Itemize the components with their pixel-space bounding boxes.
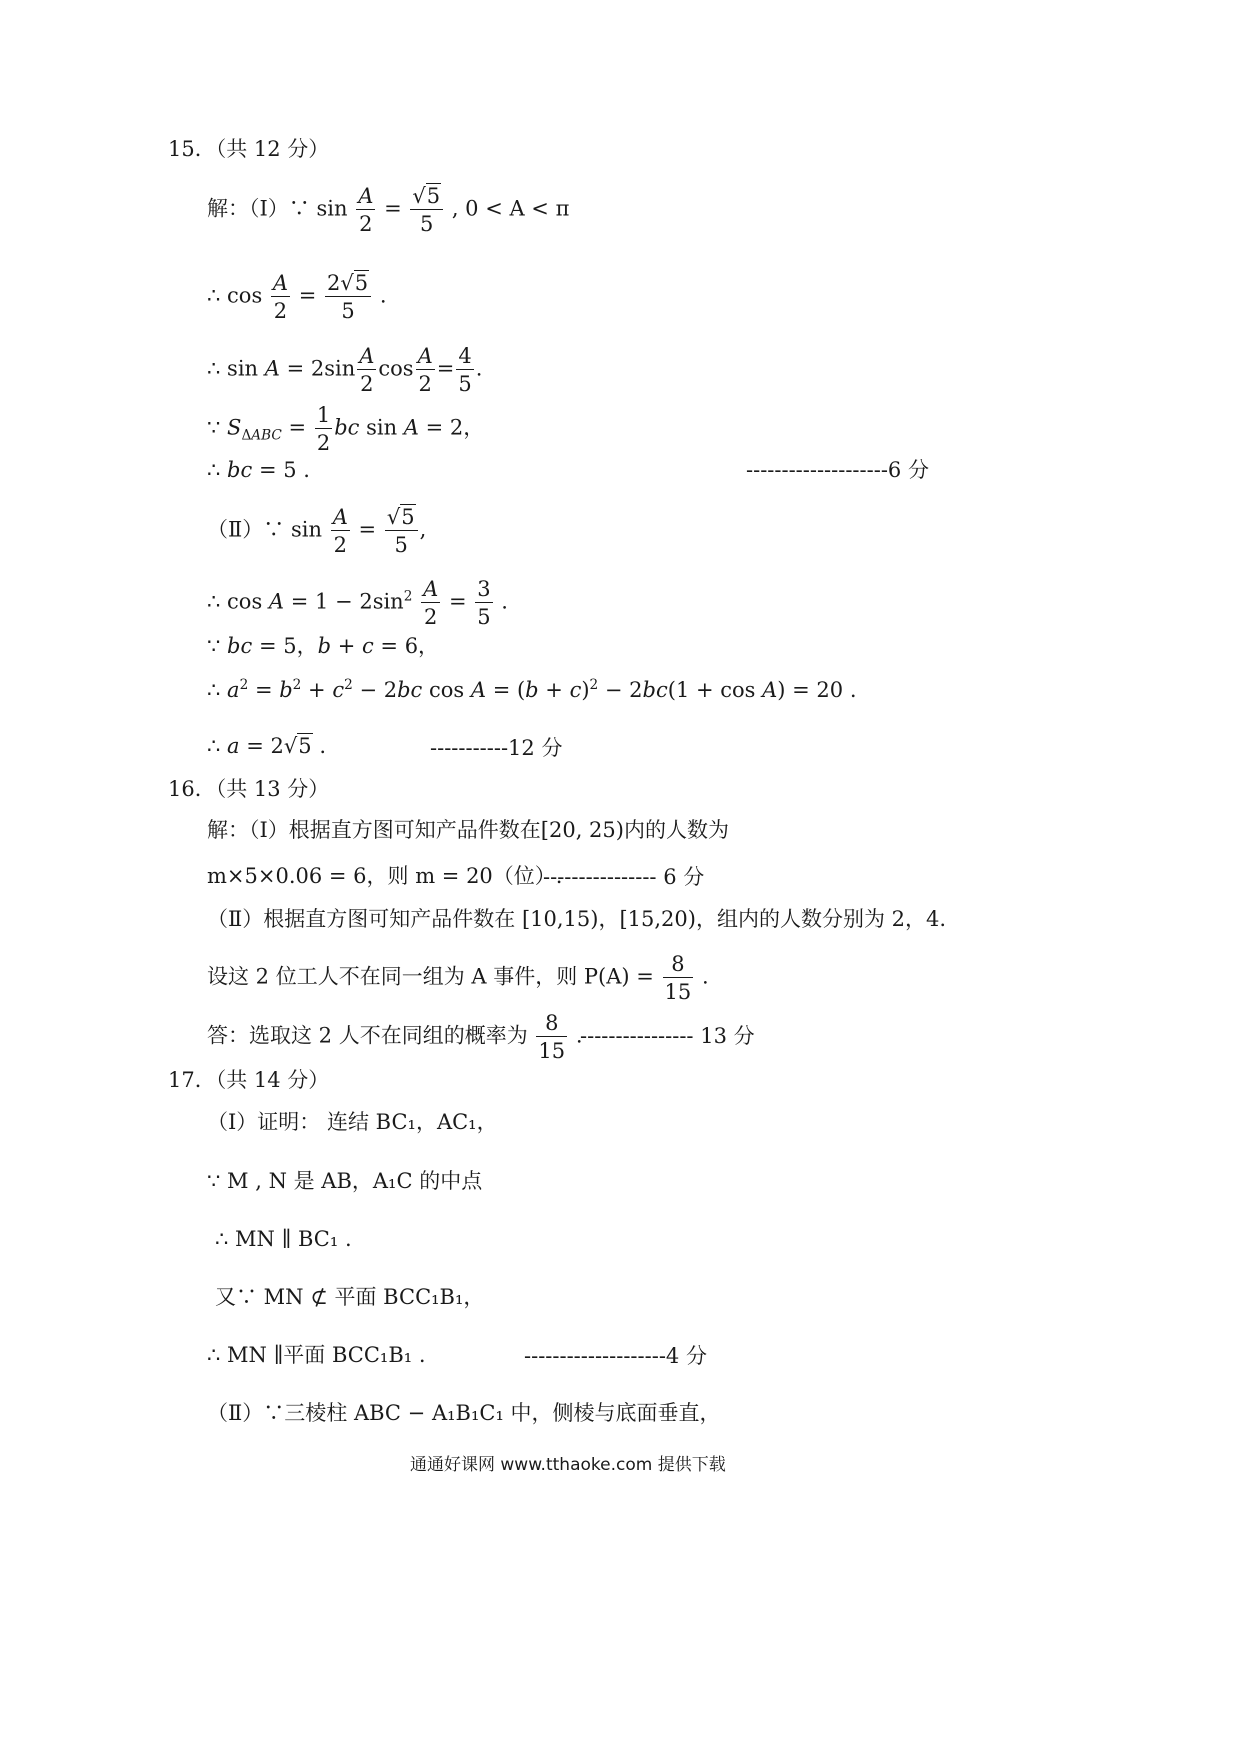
- q15-part1-given: 解：（Ⅰ）∵ sin $\frac{A}{2}$ = $\frac{√5}{5}$ , 0 < A < π: [207, 184, 570, 237]
- q16-score-13: ---------------- 13 分: [580, 1024, 755, 1048]
- q17-header: 17．（共 14 分）: [168, 1068, 330, 1092]
- q15-score-6: --------------------6 分: [746, 458, 929, 482]
- q15-cos-a: ∴ $\cos A = 1 - 2\sin^2$ $\frac{A}{2}$ = $\frac{3}{5}$ .: [207, 577, 508, 630]
- q17-line3: ∴ MN ∥ BC₁ .: [215, 1227, 352, 1251]
- q15-header: 15．（共 12 分）: [168, 137, 330, 161]
- q17-line4: 又∵ MN ⊄ 平面 BCC₁B₁，: [215, 1285, 485, 1309]
- page-footer: 通通好课网 www.tthaoke.com 提供下载: [410, 1455, 726, 1475]
- q15-law-cosines: ∴ $a^2 = b^2 + c^2 - 2bc$ $\cos A = (b + c)^2 - 2bc(1 + \cos A) = 20$ .: [207, 677, 857, 702]
- q15-cos-half-a: ∴ cos $\frac{A}{2}$ = $\frac{2√5}{5}$ .: [207, 271, 387, 324]
- q17-line2: ∵ M , N 是 AB，A₁C 的中点: [207, 1169, 483, 1193]
- q15-bc: ∴ bc = 5 .: [207, 458, 310, 482]
- q16-line2: m×5×0.06 = 6，则 m = 20（位）.: [207, 864, 563, 888]
- q17-line6: （Ⅱ）∵三棱柱 ABC − A₁B₁C₁ 中，侧棱与底面垂直，: [207, 1401, 721, 1425]
- q15-answer-a: ∴ a = 2√5 .: [207, 734, 327, 758]
- q17-line5: ∴ MN ∥平面 BCC₁B₁ .: [207, 1343, 426, 1367]
- q16-line4: 设这 2 位工人不在同一组为 A 事件，则 P(A) = $\frac{8}{15}$ .: [207, 952, 709, 1005]
- q15-score-12: -----------12 分: [430, 736, 563, 760]
- q15-bc-sum: ∵ bc = 5，b + c = 6，: [207, 634, 440, 658]
- q16-line5: 答：选取这 2 人不在同组的概率为 $\frac{8}{15}$ .: [207, 1011, 583, 1064]
- q17-score-4: --------------------4 分: [524, 1344, 707, 1368]
- q17-line1: （Ⅰ）证明： 连结 BC₁，AC₁，: [207, 1110, 498, 1134]
- q15-sin-a: ∴ sin A = 2sin $\frac{A}{2}$ cos $\frac{A}{2}$ = $\frac{4}{5}$ .: [207, 344, 483, 397]
- q16-line1: 解：（Ⅰ）根据直方图可知产品件数在[20, 25)内的人数为: [207, 818, 729, 842]
- q15-part2-given: （Ⅱ）∵ sin $\frac{A}{2}$ = $\frac{√5}{5}$ ,: [207, 505, 427, 558]
- q16-line3: （Ⅱ）根据直方图可知产品件数在 [10,15)，[15,20)，组内的人数分别为 2，4.: [207, 907, 947, 931]
- q16-score-6: ---------------- 6 分: [543, 865, 705, 889]
- q15-area: ∵ $S_{\Delta ABC}$ = $\frac{1}{2}$ bc sin A = 2，: [207, 403, 485, 456]
- q16-header: 16．（共 13 分）: [168, 777, 330, 801]
